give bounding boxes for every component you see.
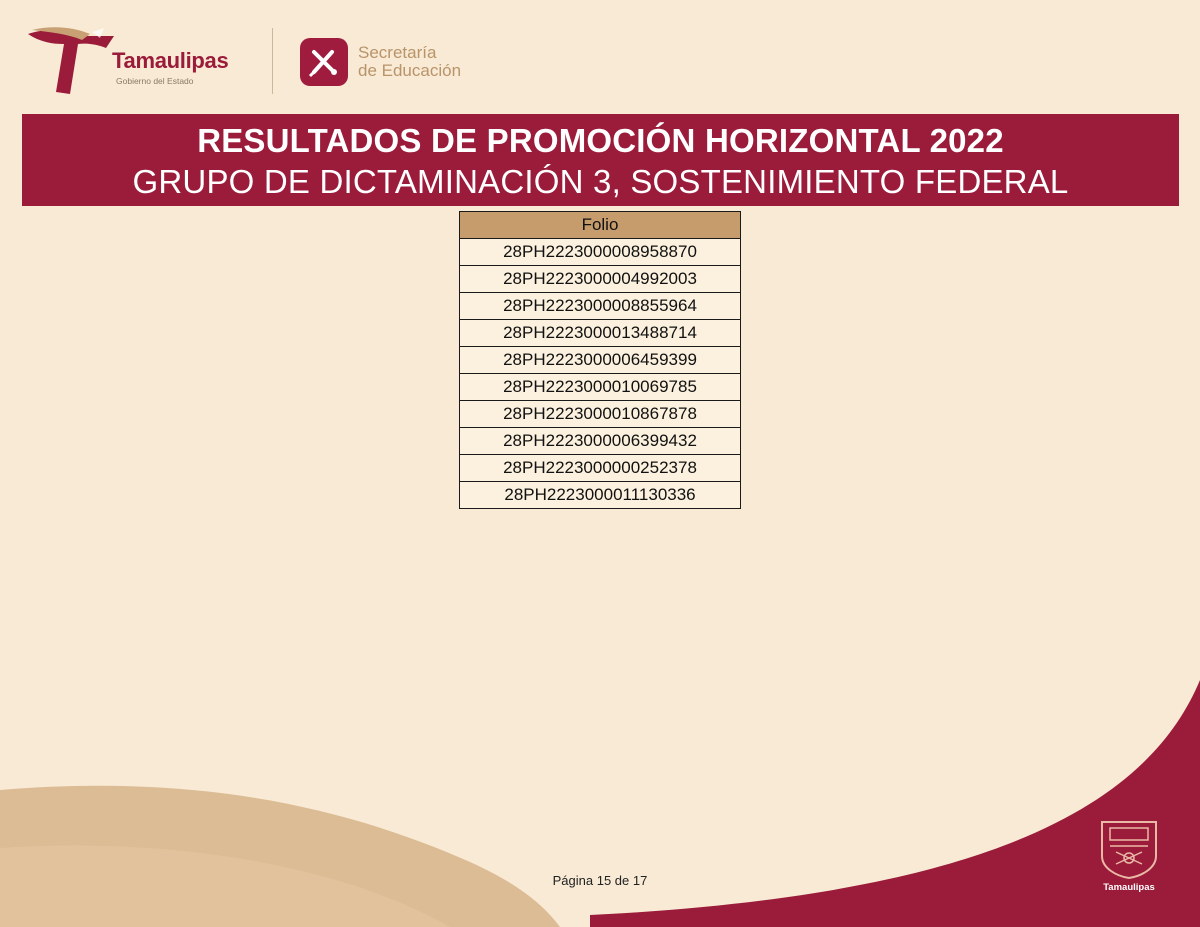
folio-cell: 28PH2223000010867878 [460,401,741,428]
folio-cell: 28PH2223000000252378 [460,455,741,482]
secretaria-line1: Secretaría [358,43,437,62]
state-name: Tamaulipas [112,48,229,73]
table-row [460,293,741,320]
header-divider [272,28,273,94]
folio-cell: 28PH2223000006399432 [460,428,741,455]
coat-of-arms-icon [1094,816,1164,880]
tamaulipas-t-icon [26,26,118,96]
seal-label: Tamaulipas [1103,882,1155,893]
secretaria-logo [300,36,500,92]
table-row [460,266,741,293]
title-banner [22,114,1179,206]
table-row [460,374,741,401]
folio-table [459,211,741,509]
page-subtitle: GRUPO DE DICTAMINACIÓN 3, SOSTENIMIENTO FEDERAL [132,163,1069,200]
page-title: RESULTADOS DE PROMOCIÓN HORIZONTAL 2022 [197,122,1004,159]
column-header-folio: Folio [460,212,741,239]
table-row [460,239,741,266]
folio-cell: 28PH2223000004992003 [460,266,741,293]
table-row [460,482,741,509]
tamaulipas-logo [26,26,256,98]
table-row [460,347,741,374]
table-header-row [460,212,741,239]
folio-cell: 28PH2223000011130336 [460,482,741,509]
table-row [460,320,741,347]
folio-cell: 28PH2223000008855964 [460,293,741,320]
folio-cell: 28PH2223000008958870 [460,239,741,266]
state-seal [1094,816,1164,906]
secretaria-badge-icon [300,38,348,86]
table-row [460,455,741,482]
table-row [460,401,741,428]
folio-cell: 28PH2223000010069785 [460,374,741,401]
page-number: Página 15 de 17 [552,873,648,888]
table-row [460,428,741,455]
state-subtitle: Gobierno del Estado [116,76,194,86]
folio-cell: 28PH2223000006459399 [460,347,741,374]
secretaria-line2: de Educación [358,61,462,80]
folio-cell: 28PH2223000013488714 [460,320,741,347]
